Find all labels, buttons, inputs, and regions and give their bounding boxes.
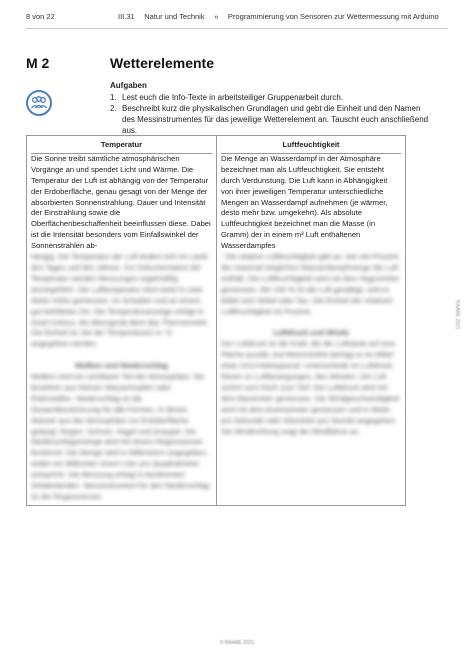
column-heading-luftfeuchtigkeit: Luftfeuchtigkeit bbox=[221, 138, 401, 154]
blurred-content: hängig. Die Temperatur der Luft ändert sich im Laufe des Tages und des Jahres. Zur Dokumentation der Temperatur werden Messungen regelmäßig durchgeführt. Die Lufttemperatur wird meist in zwei Meter Höhe gemessen, im Schatten und an einem gut belüfteten Ort. Die Temperaturanzeige erfolgt in Grad Celsius. Als Messgerät dient das Thermometer. Die Einheit ist, bei der Temperaturen in °C angegeben werden. Wolken und Niederschlag Wolken sind ein sichtbarer Teil der Atmosphäre. Sie bestehen aus kleinen Wassertropfen oder Eiskristallen. Niederschlag ist die Gesamtbezeichnung für alle Formen, in denen Wasser aus der Atmosphäre zur Erdoberfläche gelangt: Regen, Schnee, Hagel und Graupel. Die Niederschlagsmenge wird mit einem Regenmesser bestimmt. Die Menge wird in Millimetern angegeben, wobei ein Millimeter einem Liter pro Quadratmeter entspricht. Die Messung erfolgt in bestimmten Zeitabständen. Messinstrument für den Niederschlag ist der Regenmesser. bbox=[31, 252, 210, 501]
task-item: 1. Lest euch die Info-Texte in arbeitsteiliger Gruppenarbeit durch. bbox=[110, 93, 344, 102]
temperatur-cell bbox=[27, 136, 216, 505]
column-heading-temperatur: Temperatur bbox=[31, 138, 212, 154]
group-work-icon bbox=[26, 90, 52, 116]
side-code: RAABE 2021 bbox=[454, 300, 460, 330]
page-title: Wetterelemente bbox=[110, 55, 215, 71]
page-header bbox=[26, 12, 448, 24]
luftfeuchtigkeit-cell bbox=[216, 136, 405, 505]
task-item: 2. Beschreibt kurz die physikalischen Grundlagen und gebt die Einheit und den Namen des Messinstrumentes für das jeweilige Wetterelement an. Tauscht euch anschließend aus. bbox=[110, 104, 429, 135]
luftfeuchtigkeit-text: Die Menge an Wasserdampf in der Atmosphäre bezeichnet man als Luftfeuchtigkeit. Sie entsteht durch Verdunstung. Die Luft kann in Abhängigkeit von ihrer jeweiligen Temperatur unterschiedliche Mengen an Wasserdampf aufnehmen (je wärmer, desto mehr bzw. umgekehrt). Als absolute Luftfeuchtigkeit bezeichnet man die Masse (in Gramm) der in einem m³ Luft enthaltenen Wasserdampfes bbox=[221, 153, 388, 251]
task-list bbox=[110, 80, 430, 136]
page-number: 8 von 22 bbox=[26, 12, 55, 21]
header-divider bbox=[26, 28, 448, 29]
blurred-content: . Die relative Luftfeuchtigkeit gibt an, wie viel Prozent der maximal möglichen Wasserdampfmenge die Luft enthält. Die Luftfeuchtigkeit wird mit dem Hygrometer gemessen. Bei 100 % ist die Luft gesättigt, und es bildet sich Nebel oder Tau. Die Einheit der relativen Luftfeuchtigkeit ist Prozent. Luftdruck und Winde Der Luftdruck ist die Kraft, die die Luftsäule auf eine Fläche ausübt. Auf Meereshöhe beträgt er im Mittel etwa 1013 Hektopascal. Unterschiede im Luftdruck führen zu Luftbewegungen, den Winden. Die Luft strömt vom Hoch zum Tief. Der Luftdruck wird mit dem Barometer gemessen. Die Windgeschwindigkeit wird mit dem Anemometer gemessen und in Meter pro Sekunde oder Kilometer pro Stunde angegeben. Die Windrichtung zeigt die Windfahne an. bbox=[221, 252, 400, 436]
info-table bbox=[26, 135, 406, 506]
page-footer: © RAABE 2021 bbox=[219, 640, 255, 646]
tasks-heading: Aufgaben bbox=[110, 81, 147, 90]
temperatur-text: Die Sonne treibt sämtliche atmosphärischen Vorgänge an und spendet Licht und Wärme. Die Temperatur der Luft ist abhängig von der Temperatur der Erdoberfläche, genau gesagt von der Menge der absorbierten Sonnenstrahlung. Dauer und Intensität der Einstrahlung sowie die Oberflächenbeschaffenheit beeinflussen diese. Dabei ist die Intensität besonders vom Einfallswinkel der Sonnenstrahlen ab- bbox=[31, 153, 211, 251]
material-label: M 2 bbox=[26, 55, 50, 71]
section-breadcrumb: III.31 Natur und Technik » Programmierung von Sensoren zur Wettermessung mit Arduino bbox=[118, 12, 439, 21]
